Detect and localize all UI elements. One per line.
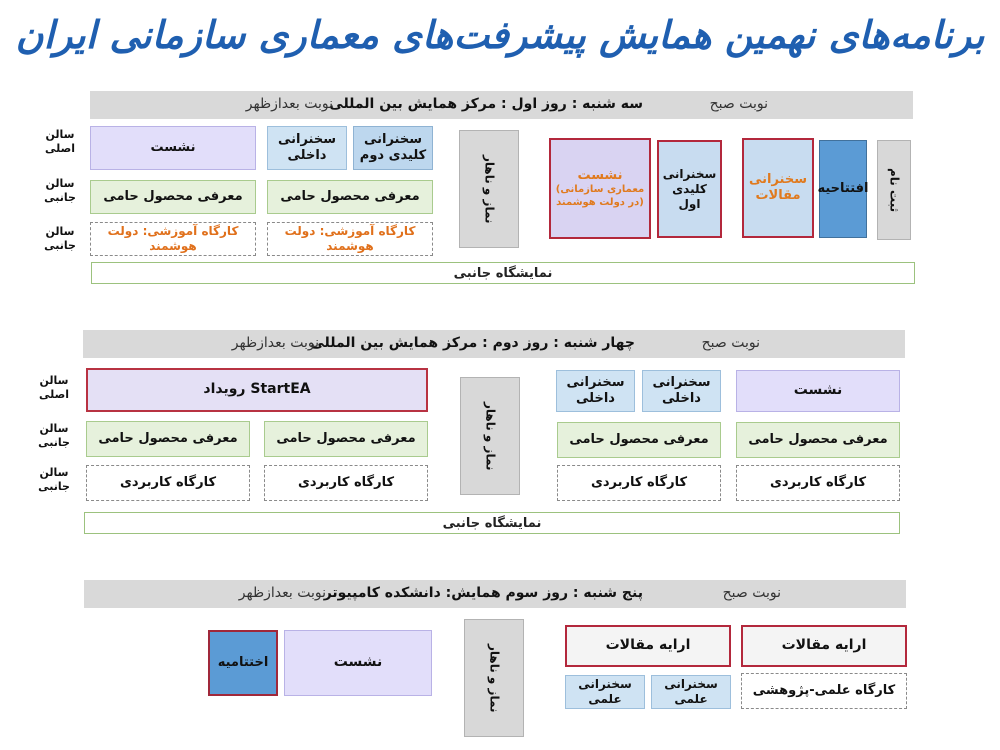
session-smart-gov-block: [549, 138, 651, 239]
session-block: نشست: [736, 370, 900, 412]
morning-shift-label: نوبت صبح: [701, 335, 760, 351]
workshop-block: کارگاه کاربردی: [264, 465, 428, 501]
day2-header: [83, 330, 905, 358]
workshop-block: کارگاه آموزشی: دولت هوشمند: [267, 222, 433, 256]
startea-event-block: رویداد StartEA: [86, 368, 428, 412]
day2-title: چهار شنبه : روز دوم : مرکز همایش بین المللی: [310, 335, 635, 351]
domestic-talk-block: سخنرانی داخلی: [267, 126, 347, 170]
afternoon-session-block: نشست: [90, 126, 256, 170]
sponsor-block: معرفی محصول حامی: [557, 422, 721, 458]
workshop-block: کارگاه کاربردی: [86, 465, 250, 501]
sponsor-block: معرفی محصول حامی: [86, 421, 250, 457]
opening-block: افتتاحیه: [819, 140, 867, 238]
domestic-talk-block: سخنرانی داخلی: [556, 370, 635, 412]
sponsor-block: معرفی محصول حامی: [90, 180, 256, 214]
break-block: نماز و ناهار: [459, 130, 519, 248]
exhibition-bar: نمایشگاه جانبی: [84, 512, 900, 534]
session-title: نشست: [577, 167, 623, 183]
break-block: نماز و ناهار: [464, 619, 524, 737]
keynote2-block: سخنرانی کلیدی دوم: [353, 126, 433, 170]
hall-main-label: سالن اصلی: [44, 128, 76, 155]
morning-shift-label: نوبت صبح: [722, 585, 781, 601]
workshop-block: کارگاه کاربردی: [736, 465, 900, 501]
session-subtitle: (معماری سازمانی در دولت هوشمند): [555, 184, 645, 208]
sponsor-block: معرفی محصول حامی: [736, 422, 900, 458]
afternoon-shift-label: نوبت بعدازظهر: [231, 335, 319, 351]
hall-side-label: سالن جانبی: [38, 466, 70, 493]
papers-block: ارایه مقالات: [741, 625, 907, 667]
hall-side-label: سالن جانبی: [44, 177, 76, 204]
session-block: نشست: [284, 630, 432, 696]
scientific-talk-block: سخنرانی علمی: [651, 675, 731, 709]
closing-block: اختتامیه: [208, 630, 278, 696]
page-title: برنامه‌های نهمین همایش پیشرفت‌های معماری سازمانی ایران: [15, 12, 985, 57]
keynote1-block: سخنرانی کلیدی اول: [657, 140, 722, 238]
workshop-block: کارگاه آموزشی: دولت هوشمند: [90, 222, 256, 256]
day1-header: [90, 91, 913, 119]
exhibition-bar: نمایشگاه جانبی: [91, 262, 915, 284]
papers-block: ارایه مقالات: [565, 625, 731, 667]
break-block: نماز و ناهار: [460, 377, 520, 495]
day1-title: سه شنبه : روز اول : مرکز همایش بین المللی: [329, 96, 643, 112]
registration-block: ثبت نام: [877, 140, 911, 240]
hall-side-label: سالن جانبی: [44, 225, 76, 252]
hall-side-label: سالن جانبی: [38, 422, 70, 449]
scientific-talk-block: سخنرانی علمی: [565, 675, 645, 709]
sponsor-block: معرفی محصول حامی: [264, 421, 428, 457]
day3-header: [84, 580, 906, 608]
workshop-block: کارگاه کاربردی: [557, 465, 721, 501]
day3-title: پنج شنبه : روز سوم همایش: دانشکده کامپیوتر: [323, 585, 643, 601]
domestic-talk-block: سخنرانی داخلی: [642, 370, 721, 412]
papers-talk-block: سخنرانی مقالات: [742, 138, 814, 238]
research-workshop-block: کارگاه علمی-پژوهشی: [741, 673, 907, 709]
sponsor-block: معرفی محصول حامی: [267, 180, 433, 214]
afternoon-shift-label: نوبت بعدازظهر: [245, 96, 333, 112]
afternoon-shift-label: نوبت بعدازظهر: [238, 585, 326, 601]
morning-shift-label: نوبت صبح: [709, 96, 768, 112]
hall-main-label: سالن اصلی: [38, 374, 70, 401]
